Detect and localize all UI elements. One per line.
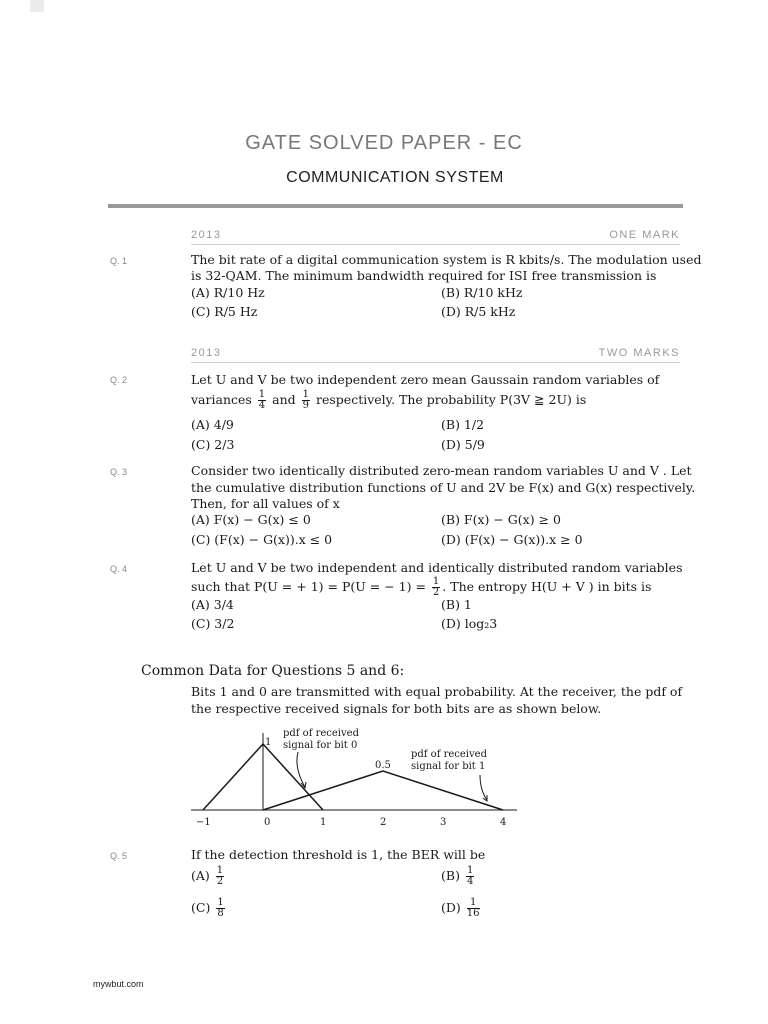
option-label: (B): [441, 868, 460, 883]
option-a: [191, 864, 226, 888]
option-d: [441, 896, 482, 920]
text-fragment: variances: [191, 392, 252, 407]
option-b: (B) 1: [441, 597, 472, 612]
text-fragment: and: [272, 392, 296, 407]
question-text: Then, for all values of x: [191, 496, 340, 511]
question-number: Q. 4: [110, 564, 128, 574]
page-title: GATE SOLVED PAPER - EC: [245, 132, 523, 154]
x-tick-label: 4: [500, 817, 507, 828]
question-text: Let U and V be two independent zero mean Gaussain random variables of: [191, 372, 660, 387]
option-d: (D) log₂3: [441, 616, 498, 631]
bit0-label: pdf of received: [283, 728, 359, 739]
bit0-label: signal for bit 0: [283, 740, 358, 751]
option-c: (C) (F(x) − G(x)).x ≤ 0: [191, 532, 333, 547]
option-c: [191, 896, 227, 920]
page-subtitle: COMMUNICATION SYSTEM: [286, 169, 504, 186]
bit1-pdf-triangle: [263, 771, 503, 810]
section-year: 2013: [191, 347, 222, 359]
common-data-heading: Common Data for Questions 5 and 6:: [141, 663, 405, 679]
option-d: (D) 5/9: [441, 437, 485, 452]
fraction-numerator: 1: [216, 865, 224, 876]
x-tick-label: −1: [196, 817, 211, 828]
fraction-numerator: 1: [258, 389, 266, 400]
option-c: (C) R/5 Hz: [191, 304, 258, 319]
fraction-denominator: 16: [466, 908, 480, 919]
x-tick-label: 3: [440, 817, 447, 828]
question-number: Q. 5: [110, 851, 128, 861]
bit1-label: signal for bit 1: [411, 761, 486, 772]
peak1-label: 0.5: [375, 760, 391, 771]
option-a: (A) 4/9: [191, 417, 234, 432]
fraction: [216, 866, 224, 887]
fraction-numerator: 1: [217, 897, 224, 908]
fraction-denominator: 4: [258, 400, 266, 411]
fraction-denominator: 2: [432, 587, 440, 598]
fraction-numerator: 1: [467, 898, 480, 909]
section-marks: ONE MARK: [609, 229, 680, 241]
common-data-text: the respective received signals for both bits are as shown below.: [191, 701, 602, 716]
option-b: (B) 1/2: [441, 417, 485, 432]
text-fragment: . The entropy H(U + V ) in bits is: [442, 579, 652, 594]
question-number: Q. 3: [110, 467, 128, 477]
fraction-denominator: 8: [217, 908, 224, 919]
footer-site[interactable]: mywbut.com: [93, 979, 144, 989]
x-tick-label: 0: [264, 817, 271, 828]
fraction: [466, 866, 474, 887]
question-text: If the detection threshold is 1, the BER will be: [191, 847, 486, 862]
question-number: Q. 2: [110, 375, 128, 385]
option-b: (B) R/10 kHz: [441, 285, 523, 300]
fraction: [216, 898, 224, 919]
fraction-numerator: 1: [466, 865, 474, 876]
question-text: The bit rate of a digital communication system is R kbits/s. The modulation used: [191, 252, 702, 267]
fraction: [467, 898, 480, 919]
option-b: [441, 864, 476, 888]
bit1-label: pdf of received: [411, 749, 487, 760]
option-label: (A): [191, 868, 210, 883]
option-c: (C) 2/3: [191, 437, 235, 452]
option-d: (D) R/5 kHz: [441, 304, 516, 319]
option-d: (D) (F(x) − G(x)).x ≥ 0: [441, 532, 583, 547]
fraction-denominator: 4: [466, 876, 474, 887]
section-year: 2013: [191, 229, 222, 241]
x-tick-label: 1: [320, 817, 327, 828]
fraction-denominator: 2: [216, 876, 224, 887]
fraction-denominator: 9: [302, 400, 310, 411]
option-c: (C) 3/2: [191, 616, 235, 631]
option-label: (D): [441, 900, 461, 915]
option-a: (A) R/10 Hz: [191, 285, 265, 300]
fraction-numerator: 1: [432, 576, 440, 587]
fraction-numerator: 1: [302, 389, 310, 400]
common-data-text: Bits 1 and 0 are transmitted with equal probability. At the receiver, the pdf of: [191, 684, 683, 699]
text-fragment: such that P(U = + 1) = P(U = − 1) =: [191, 579, 426, 594]
question-text: the cumulative distribution functions of U and 2V be F(x) and G(x) respectively.: [191, 480, 696, 495]
text-fragment: respectively. The probability P(3V ≧ 2U) is: [316, 392, 587, 407]
option-a: (A) 3/4: [191, 597, 234, 612]
x-tick-label: 2: [380, 817, 387, 828]
bit1-label-arrow: [480, 775, 487, 800]
question-text: is 32-QAM. The minimum bandwidth required for ISI free transmission is: [191, 268, 657, 283]
option-a: (A) F(x) − G(x) ≤ 0: [191, 512, 311, 527]
question-text: Consider two identically distributed zero-mean random variables U and V . Let: [191, 463, 692, 478]
question-text: Let U and V be two independent and identically distributed random variables: [191, 560, 683, 575]
peak0-label: 1: [265, 737, 272, 748]
option-label: (C): [191, 900, 211, 915]
section-marks: TWO MARKS: [598, 347, 680, 359]
question-number: Q. 1: [110, 256, 128, 266]
option-b: (B) F(x) − G(x) ≥ 0: [441, 512, 561, 527]
